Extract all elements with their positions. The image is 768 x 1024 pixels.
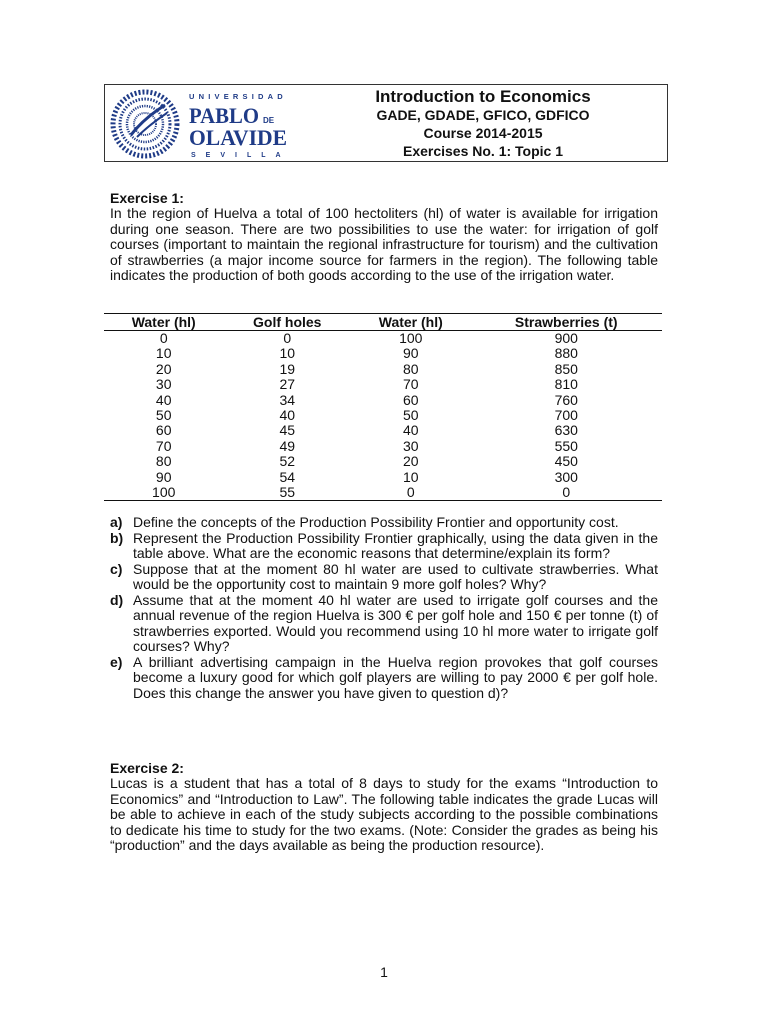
question-e bbox=[110, 655, 658, 702]
table-cell: 900 bbox=[554, 330, 578, 346]
table-cell: 760 bbox=[554, 391, 578, 408]
question-label: c) bbox=[110, 560, 123, 577]
header-text bbox=[305, 87, 661, 161]
question-label: a) bbox=[110, 514, 123, 530]
logo-pablo-text: PABLO bbox=[189, 103, 259, 128]
exercise-1-heading: Exercise 1: bbox=[110, 190, 184, 206]
table-cell: 52 bbox=[279, 453, 296, 470]
question-text: Assume that at the moment 40 hl water are used to irrigate golf courses and the annual revenue of the region Huelva is 300 € per golf hole and 150 € per tonne (t) of strawberries exported. Would you recommend using 10 hl more water to irrigate golf courses? Why? bbox=[133, 591, 658, 654]
table-cell: 27 bbox=[279, 376, 296, 393]
table-cell: 20 bbox=[155, 360, 172, 377]
table-cell: 10 bbox=[402, 468, 419, 485]
table-header: Water (hl) bbox=[351, 314, 470, 331]
table-cell: 34 bbox=[279, 391, 296, 408]
table-cell: 60 bbox=[402, 391, 419, 408]
question-label: b) bbox=[110, 529, 124, 546]
course-year: Course 2014-2015 bbox=[423, 125, 543, 142]
table-cell: 49 bbox=[279, 437, 296, 454]
page-number: 1 bbox=[380, 964, 388, 980]
table-cell: 700 bbox=[554, 407, 578, 424]
exercises-label: Exercises No. 1: Topic 1 bbox=[402, 143, 564, 160]
table-cell: 550 bbox=[554, 437, 578, 454]
table-cell: 90 bbox=[155, 468, 172, 485]
question-c bbox=[110, 562, 658, 593]
table-cell: 10 bbox=[155, 345, 172, 362]
table-cell: 40 bbox=[279, 407, 296, 424]
table-cell: 630 bbox=[554, 422, 578, 439]
university-logo bbox=[109, 89, 297, 159]
table-cell: 90 bbox=[402, 345, 419, 362]
table-cell: 30 bbox=[402, 437, 419, 454]
table-cell: 450 bbox=[554, 453, 578, 470]
course-title: Introduction to Economics bbox=[375, 87, 591, 106]
table-row bbox=[104, 346, 662, 361]
table-cell: 70 bbox=[155, 437, 172, 454]
table-cell: 80 bbox=[402, 360, 419, 377]
exercise-1-questions bbox=[110, 515, 658, 701]
table-cell: 100 bbox=[104, 485, 223, 501]
table-cell: 850 bbox=[554, 360, 578, 377]
table-cell: 50 bbox=[155, 407, 172, 424]
table-header: Strawberries (t) bbox=[470, 314, 662, 331]
table-cell: 70 bbox=[402, 376, 419, 393]
table-row bbox=[104, 408, 662, 423]
question-text: Suppose that at the moment 80 hl water are used to cultivate strawberries. What would be the opportunity cost to maintain 9 more golf holes? Why? bbox=[133, 560, 658, 592]
table-header: Water (hl) bbox=[104, 314, 223, 331]
table-cell: 40 bbox=[155, 391, 172, 408]
exercise-1-intro: In the region of Huelva a total of 100 hectoliters (hl) of water is available for irrigation during one season. There are two possibilities to use the water: for irrigation of golf courses (important to maintain the regional infrastructure for tourism) and the cultivation of strawberries (a major income source for farmers in the region). The following table indicates the production of both goods according to the use of the irrigation water. bbox=[110, 205, 658, 283]
table-header: Golf holes bbox=[223, 314, 351, 331]
logo-graphic bbox=[109, 89, 297, 159]
degree-programs: GADE, GDADE, GFICO, GDFICO bbox=[376, 107, 590, 124]
table-cell: 55 bbox=[223, 485, 351, 501]
table-cell: 60 bbox=[155, 422, 172, 439]
table-cell: 0 bbox=[351, 485, 470, 501]
table-cell: 880 bbox=[554, 345, 578, 362]
table-cell: 54 bbox=[279, 468, 296, 485]
question-text: A brilliant advertising campaign in the Huelva region provokes that golf courses become a luxury good for which golf players are willing to pay 2000 € per golf hole. Does this change the answer you have given to question d)? bbox=[133, 653, 658, 701]
table-cell: 0 bbox=[470, 485, 662, 501]
table-row bbox=[104, 393, 662, 408]
table-row bbox=[104, 331, 662, 347]
table-cell: 100 bbox=[399, 330, 423, 346]
exercise-1-section bbox=[110, 190, 658, 284]
logo-bottom-text: SEVILLA bbox=[191, 152, 291, 159]
table-cell: 40 bbox=[402, 422, 419, 439]
question-d bbox=[110, 593, 658, 655]
table-row bbox=[104, 485, 662, 501]
logo-top-text: UNIVERSIDAD bbox=[189, 92, 287, 101]
exercise-2-intro: Lucas is a student that has a total of 8 days to study for the exams “Introduction to Economics” and “Introduction to Law”. The following table indicates the grade Lucas will be able to achieve in each of the study subjects according to the possible combinations to dedicate his time to study for the two exams. (Note: Consider the grades as being his “production” and the days available as being the production resource). bbox=[110, 775, 658, 853]
table-cell: 30 bbox=[155, 376, 172, 393]
table-row bbox=[104, 454, 662, 469]
table-cell: 45 bbox=[279, 422, 296, 439]
table-header-row bbox=[104, 314, 662, 331]
question-text: Define the concepts of the Production Possibility Frontier and opportunity cost. bbox=[133, 514, 619, 530]
document-header bbox=[104, 84, 668, 162]
table-cell: 10 bbox=[279, 345, 296, 362]
table-body bbox=[104, 331, 662, 501]
logo-emblem bbox=[113, 92, 177, 156]
table-cell: 80 bbox=[155, 453, 172, 470]
table-cell: 20 bbox=[402, 453, 419, 470]
logo-olavide-text: OLAVIDE bbox=[189, 125, 287, 150]
table-cell: 810 bbox=[554, 376, 578, 393]
exercise-2-section bbox=[110, 760, 658, 854]
table-cell: 0 bbox=[159, 330, 168, 346]
table-cell: 50 bbox=[402, 407, 419, 424]
table-row bbox=[104, 377, 662, 392]
table-cell: 0 bbox=[283, 330, 292, 346]
table-row bbox=[104, 423, 662, 438]
table-row bbox=[104, 362, 662, 377]
question-a bbox=[110, 515, 658, 531]
question-label: d) bbox=[110, 591, 124, 608]
table-row bbox=[104, 439, 662, 454]
table-row bbox=[104, 470, 662, 485]
logo-de-text: DE bbox=[263, 116, 275, 125]
table-cell: 300 bbox=[554, 468, 578, 485]
exercise-2-heading: Exercise 2: bbox=[110, 760, 184, 776]
table-cell: 19 bbox=[279, 360, 296, 377]
question-text: Represent the Production Possibility Frontier graphically, using the data given in the table above. What are the economic reasons that determine/explain its form? bbox=[133, 529, 658, 561]
question-b bbox=[110, 531, 658, 562]
production-table bbox=[104, 313, 662, 501]
question-label: e) bbox=[110, 653, 123, 670]
